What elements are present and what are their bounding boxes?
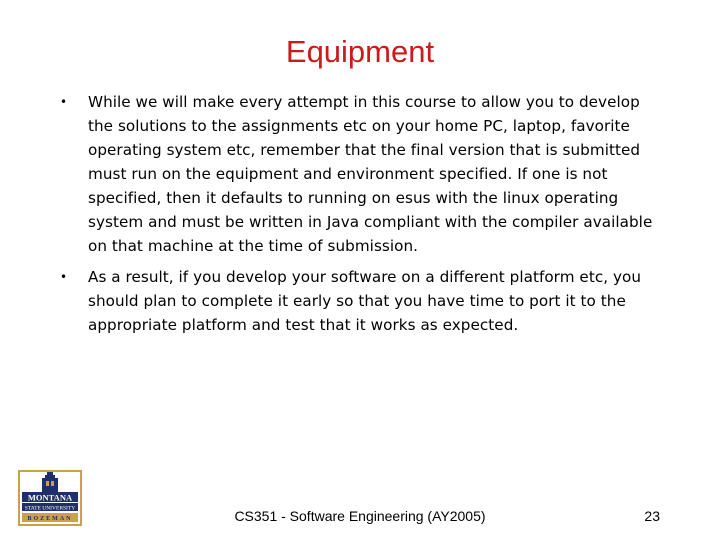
bullet-item bbox=[60, 265, 666, 337]
bullet-text: As a result, if you develop your software on a different platform etc, you should plan to complete it early so that you have time to port it to the appropriate platform and test that it works as expected. bbox=[88, 268, 642, 334]
bullet-item bbox=[60, 90, 666, 258]
logo-city-text: BOZEMAN bbox=[27, 516, 73, 522]
logo-subname-text: STATE UNIVERSITY bbox=[24, 505, 76, 512]
slide-page-number: 23 bbox=[644, 508, 660, 524]
slide-title: Equipment bbox=[285, 34, 435, 69]
bullet-list bbox=[60, 90, 666, 344]
bullet-icon: • bbox=[60, 270, 68, 284]
bullet-icon: • bbox=[60, 95, 68, 109]
bullet-text: While we will make every attempt in this course to allow you to develop the solutions to the assignments etc on your home PC, laptop, favorite operating system etc, remember that the final version that is submitted must run on the equipment and environment specified. If one is not specified, then it defaults to running on esus with the linux operating system and must be written in Java compliant with the compiler available on that machine at the time of submission. bbox=[88, 93, 653, 255]
footer-course-label: CS351 - Software Engineering (AY2005) bbox=[234, 508, 486, 524]
logo-name-text: MONTANA bbox=[27, 492, 73, 503]
